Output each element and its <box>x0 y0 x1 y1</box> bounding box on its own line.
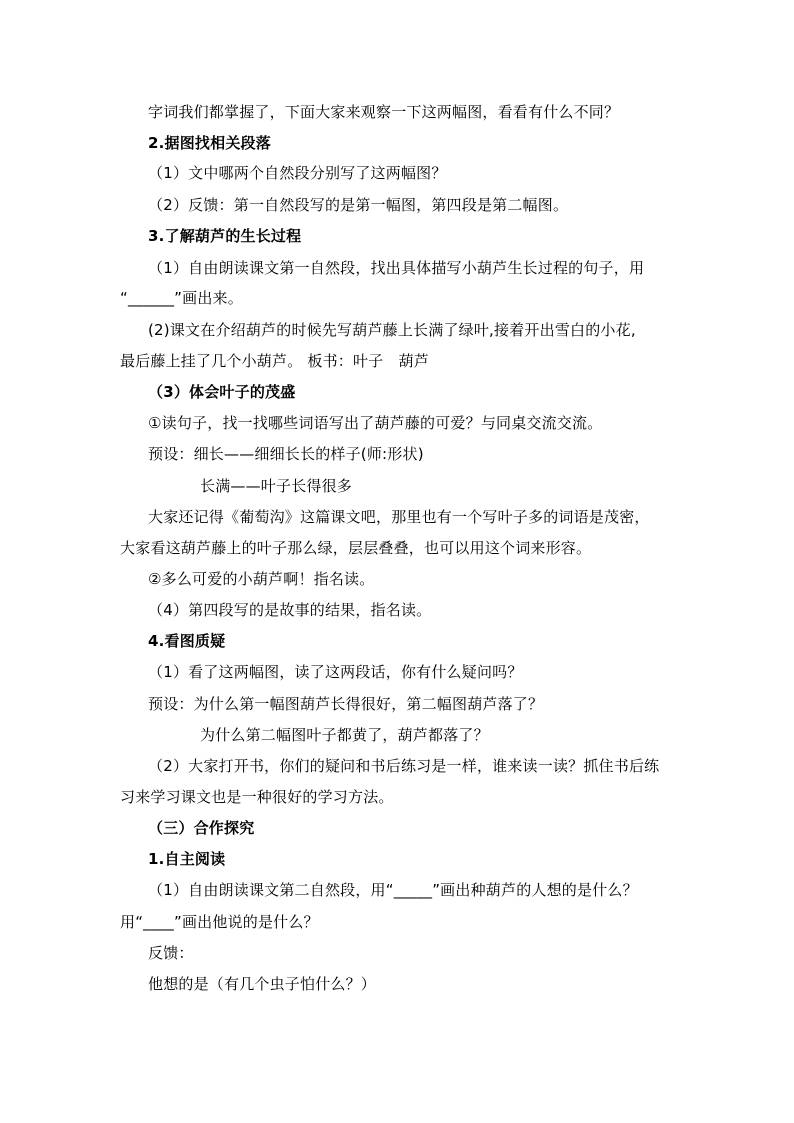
section-heading: 2.据图找相关段落 <box>148 134 271 152</box>
text-line: 大家还记得《葡萄沟》这篇课文吧，那里也有一个写叶子多的词语是茂密， <box>148 508 650 526</box>
text-line: （1）自由朗读课文第一自然段，找出具体描写小葫芦生长过程的句子，用 <box>148 259 645 277</box>
text-line: 反馈： <box>148 944 194 962</box>
text-line: 字词我们都掌握了，下面大家来观察一下这两幅图，看看有什么不同？ <box>148 103 620 121</box>
text-line: ①读句子，找一找哪些词语写出了葫芦藤的可爱？与同桌交流交流。 <box>148 414 603 432</box>
text-line: （4）第四段写的是故事的结果，指名读。 <box>148 601 432 619</box>
text-line: 预设：为什么第一幅图葫芦长得很好，第二幅图葫芦落了？ <box>148 695 544 713</box>
text-line: （1）看了这两幅图，读了这两段话，你有什么疑问吗？ <box>148 663 523 681</box>
section-heading: 3.了解葫芦的生长过程 <box>148 227 302 245</box>
text-line: （1）文中哪两个自然段分别写了这两幅图？ <box>148 164 447 182</box>
text-line: （2）大家打开书，你们的疑问和书后练习是一样，谁来读一读？抓住书后练 <box>148 757 660 775</box>
text-line: ②多么可爱的小葫芦啊！指名读。 <box>148 570 375 588</box>
text-line: 大家看这葫芦藤上的叶子那么绿，层层叠叠，也可以用这个词来形容。 <box>120 539 592 557</box>
text-line: 习来学习课文也是一种很好的学习方法。 <box>120 788 394 806</box>
text-line: 他想的是（有几个虫子怕什么？） <box>148 975 377 993</box>
text-line: （2）反馈：第一自然段写的是第一幅图，第四段是第二幅图。 <box>148 196 569 214</box>
subsection-heading: （3）体会叶子的茂盛 <box>148 383 296 401</box>
text-line: 最后藤上挂了几个小葫芦。 板书：叶子 葫芦 <box>120 352 429 370</box>
section-heading: （三）合作探究 <box>148 819 255 837</box>
text-line: “______”画出来。 <box>120 289 243 307</box>
text-line: 为什么第二幅图叶子都黄了，葫芦都落了？ <box>200 726 489 744</box>
text-line: 长满——叶子长得很多 <box>200 477 353 495</box>
section-heading: 1.自主阅读 <box>148 850 226 868</box>
text-line: 用“____”画出他说的是什么？ <box>120 913 319 931</box>
section-heading: 4.看图质疑 <box>148 632 226 650</box>
text-line: (2)课文在介绍葫芦的时候先写葫芦藤上长满了绿叶,接着开出雪白的小花, <box>148 321 636 339</box>
text-line: 预设：细长——细细长长的样子(师:形状) <box>148 445 424 463</box>
text-line: （1）自由朗读课文第二自然段，用“_____”画出种葫芦的人想的是什么？ <box>148 881 638 899</box>
